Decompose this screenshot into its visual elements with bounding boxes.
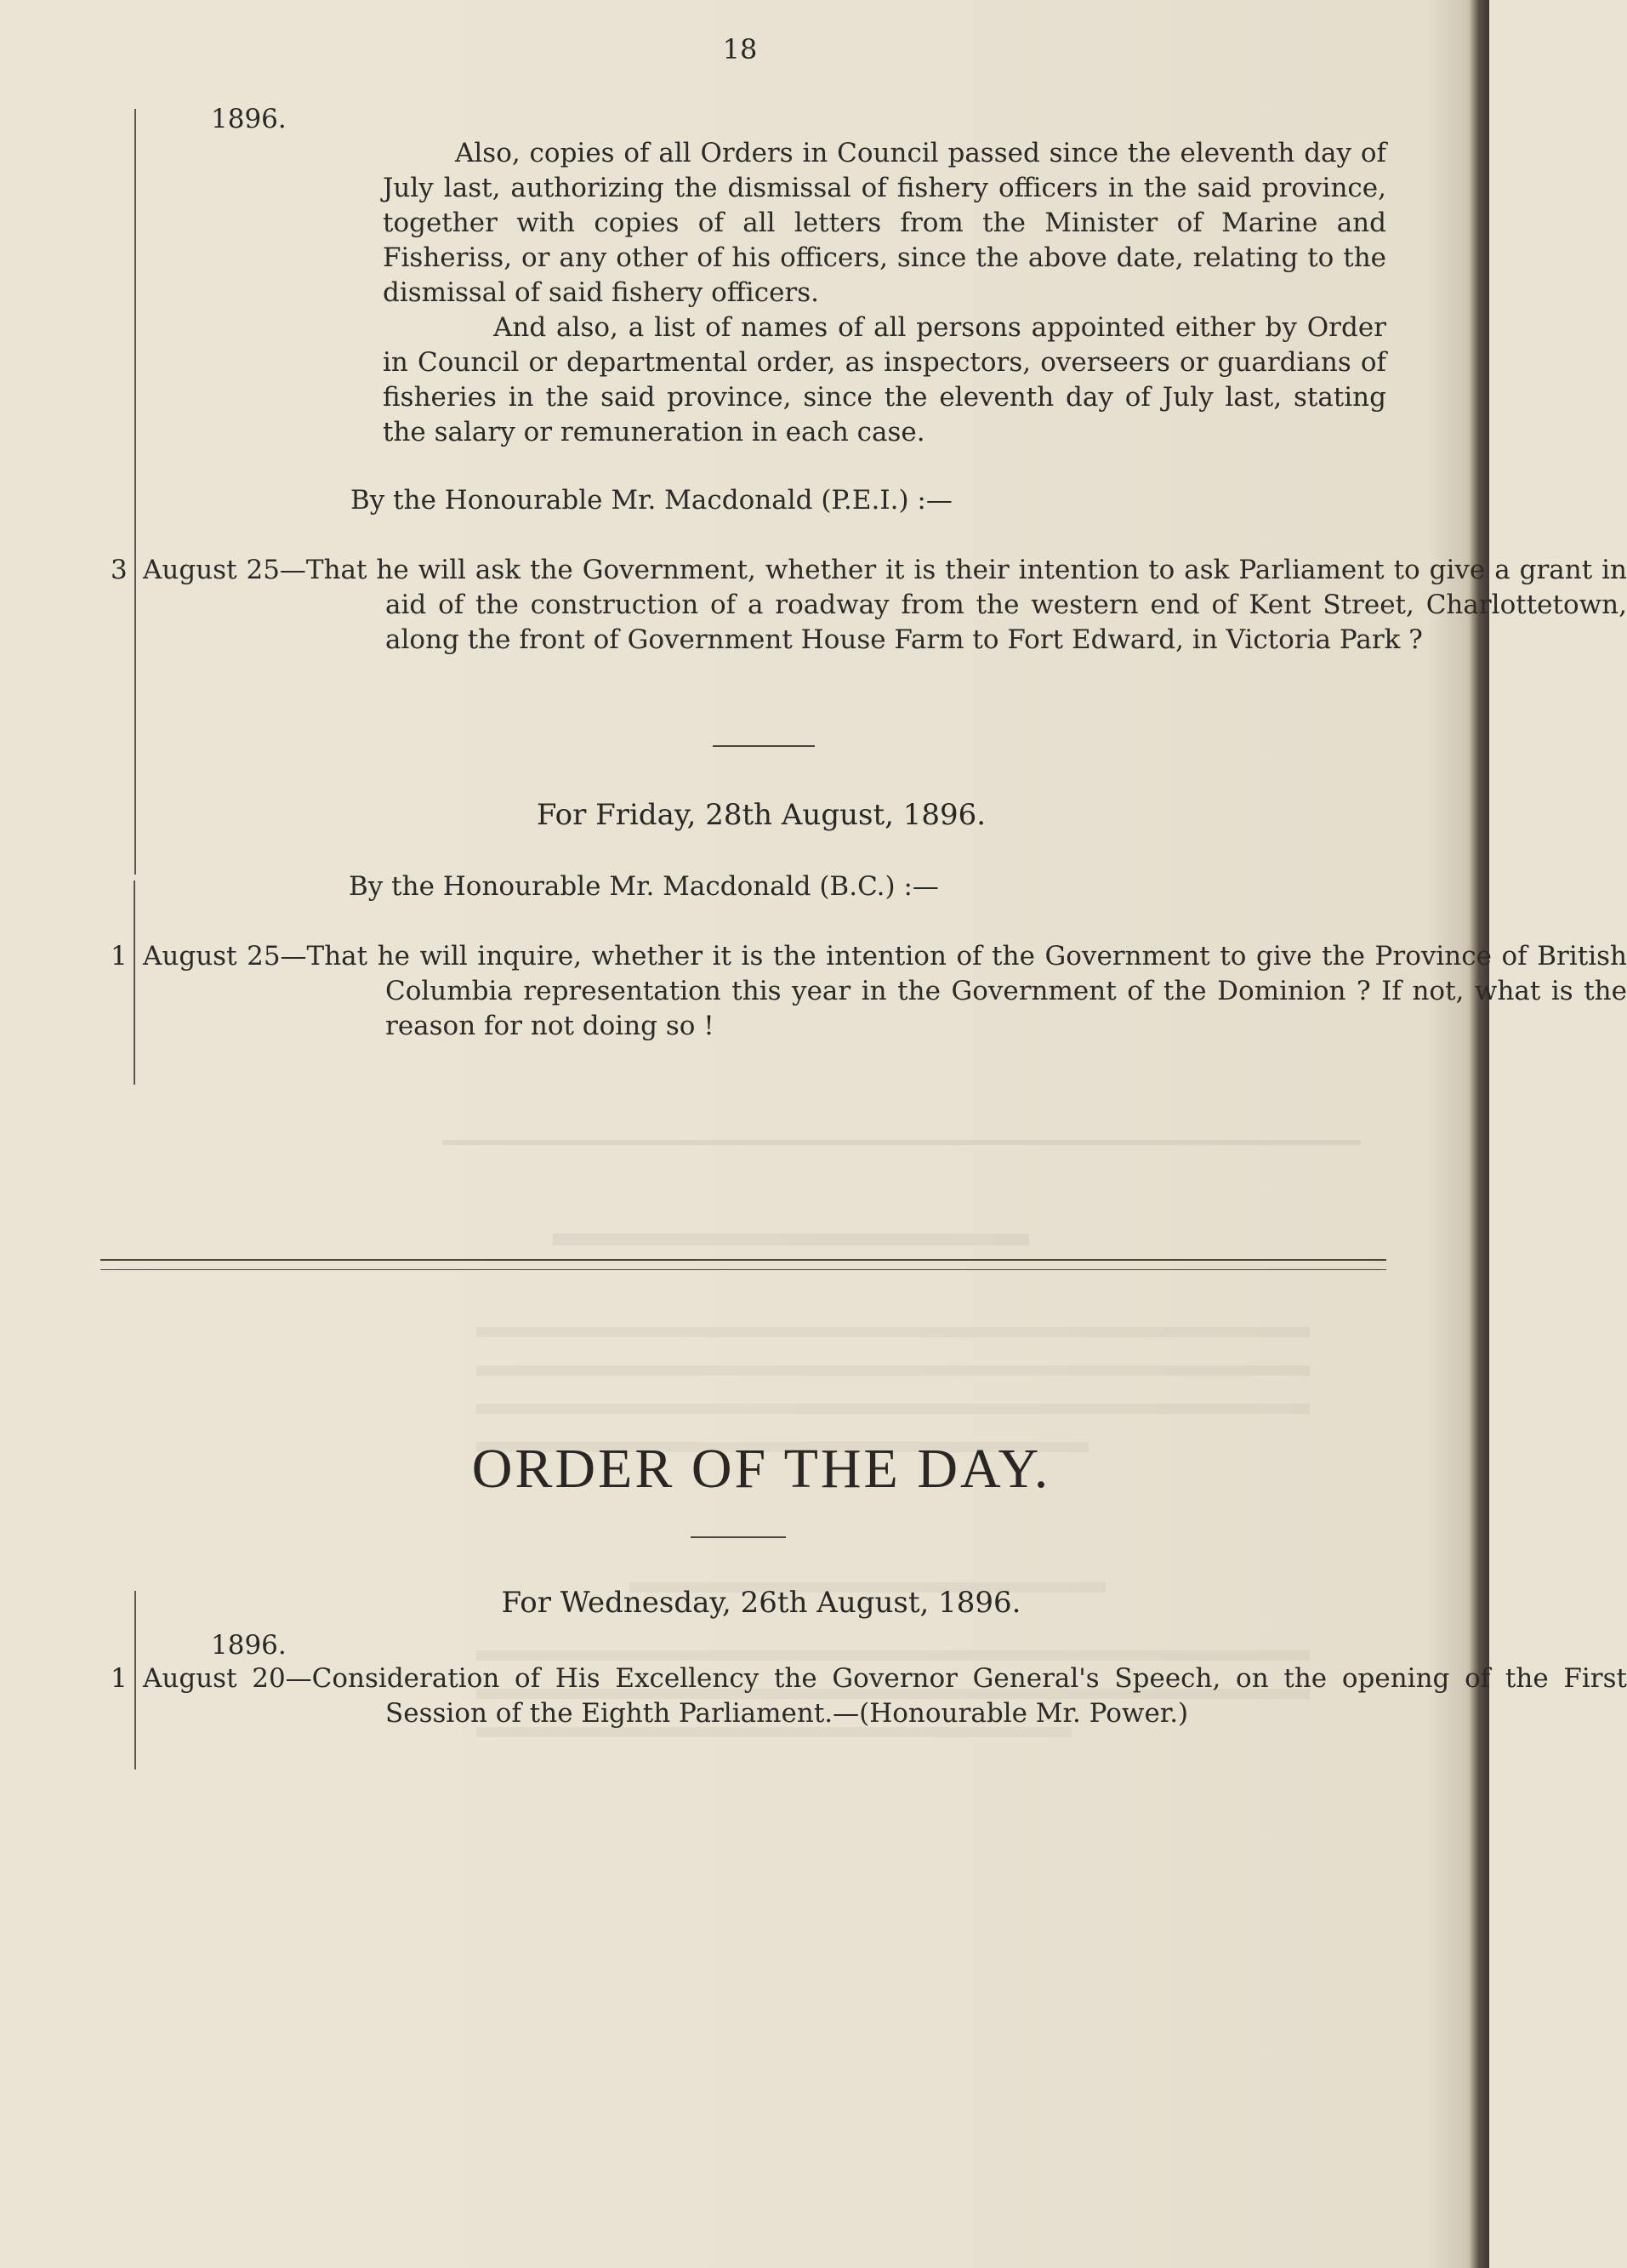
by-line-macdonald-bc: By the Honourable Mr. Macdonald (B.C.) :— bbox=[349, 871, 939, 902]
paragraph-orders-in-council: Also, copies of all Orders in Council passed since the eleventh day of July last, authorizing the dismissal of fishery officers in the said province, together with copies of all letters from the Minister of Marine and Fisheriss, or any other of his officers, since the above date, relating to the dismissal of said fishery officers. bbox=[383, 138, 1386, 308]
short-divider bbox=[713, 745, 815, 747]
by-line-macdonald-pei: By the Honourable Mr. Macdonald (P.E.I.) :— bbox=[350, 485, 953, 516]
question-british-columbia: August 25—That he will inquire, whether it is the intention of the Government to give the Province of British Columbia representation this year in the Government of the Dominion ? If not, what is the reason for not doing so ! bbox=[143, 941, 1627, 1041]
margin-rule-mid bbox=[134, 880, 135, 1085]
heading-wednesday: For Wednesday, 26th August, 1896. bbox=[501, 1586, 1021, 1620]
item-number: 3 bbox=[111, 555, 128, 585]
heading-friday: For Friday, 28th August, 1896. bbox=[536, 798, 987, 832]
paragraph-list-of-names: And also, a list of names of all persons appointed either by Order in Council or departmental order, as inspectors, overseers or guardians of fisheries in the said province, since the eleventh day of July last, stating the salary or remuneration in each case. bbox=[383, 312, 1386, 447]
order-item-governor-speech: August 20—Consideration of His Excellency the Governor General's Speech, on the opening of the First Session of the Eighth Parliament.—(Honourable Mr. Power.) bbox=[143, 1663, 1627, 1729]
question-roadway: August 25—That he will ask the Government, whether it is their intention to ask Parliament to give a grant in aid of the construction of a roadway from the western end of Kent Street, Charlottetown, along the front of Government House Farm to Fort Edward, in Victoria Park ? bbox=[143, 555, 1627, 655]
order-of-the-day-title: ORDER OF THE DAY. bbox=[471, 1438, 1051, 1500]
item-number: 1 bbox=[111, 1663, 128, 1694]
short-divider bbox=[691, 1536, 786, 1538]
book-spine-shadow bbox=[1471, 0, 1489, 2268]
double-rule-bottom bbox=[100, 1269, 1386, 1270]
page-number: 18 bbox=[722, 33, 758, 66]
item-number: 1 bbox=[111, 941, 128, 972]
year-label: 1896. bbox=[211, 1630, 287, 1661]
margin-rule-bottom bbox=[134, 1591, 136, 1769]
year-label: 1896. bbox=[211, 104, 287, 134]
double-rule-top bbox=[100, 1259, 1386, 1261]
margin-rule-top bbox=[134, 109, 136, 875]
